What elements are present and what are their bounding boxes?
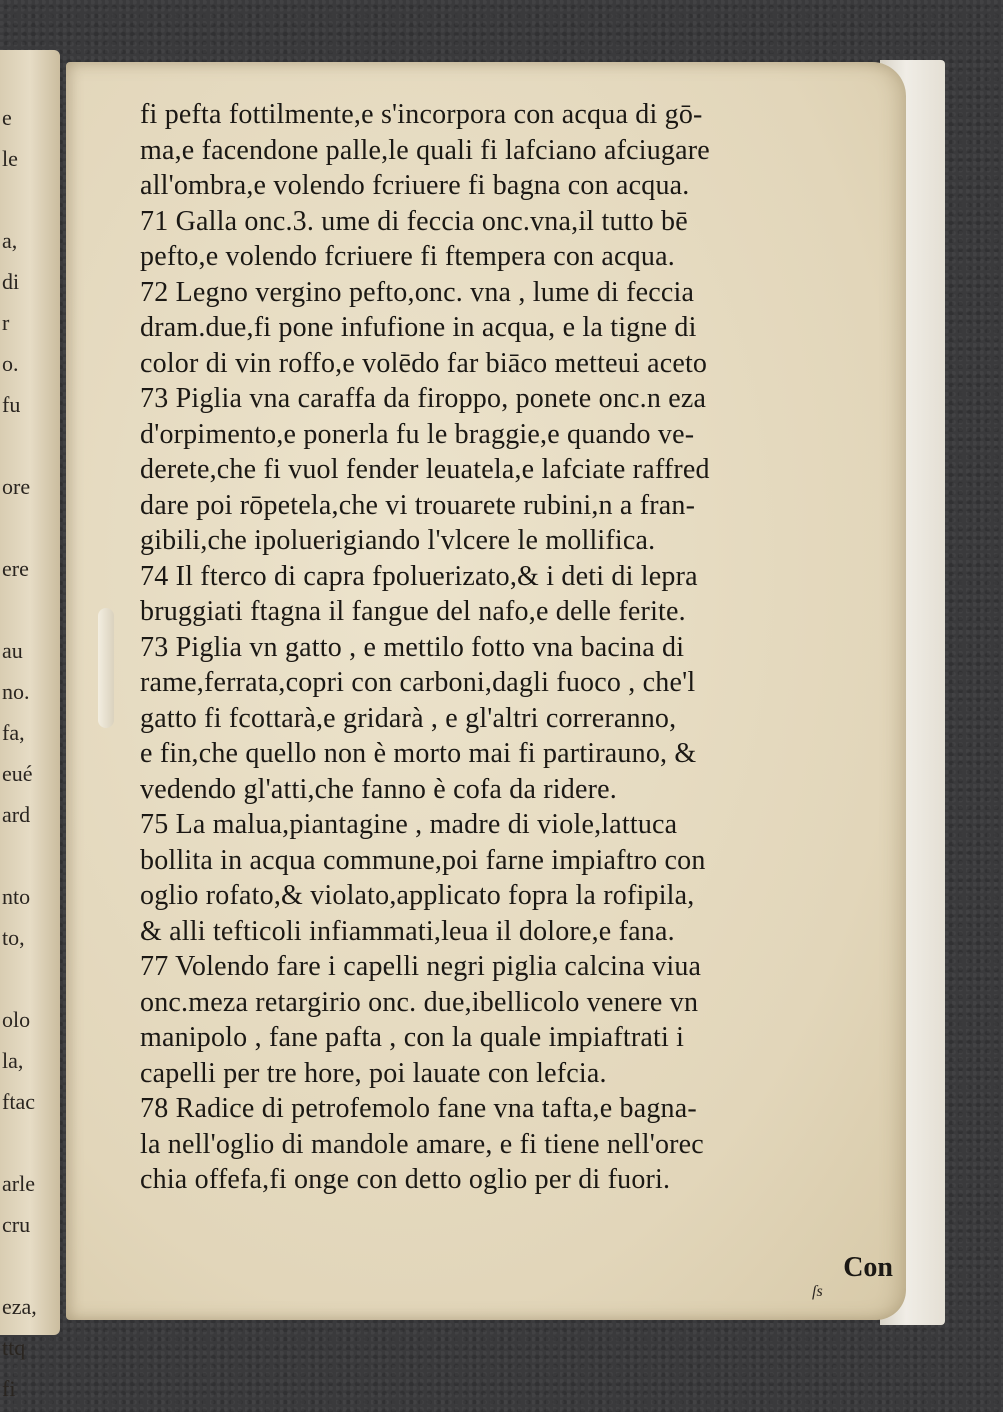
text-line: & alli tefticoli infiammati,leua il dolore,e fana. [140,915,675,947]
text-line: capelli per tre hore, poi lauate con lefcia. [140,1057,607,1089]
text-line: 77 Volendo fare i capelli negri piglia calcina viua [140,951,702,982]
text-line: 74 Il fterco di capra fpoluerizato,& i deti di lepra [140,560,698,592]
left-fragment: la, [2,1048,24,1073]
page-text [140,97,830,1198]
left-fragment: ore [2,474,31,499]
left-fragment: fi [2,1376,16,1401]
text-line: d'orpimento,e ponerla fu le braggie,e quando ve- [140,418,695,450]
catchword: Con [843,1252,893,1283]
left-fragment [0,1248,44,1289]
left-fragment: o. [2,351,19,376]
binding-thread [98,608,114,728]
text-line: manipolo , fane pafta , con la quale impiaftrati i [140,1022,685,1053]
left-fragment: e [2,105,12,130]
left-fragment: cru [2,1212,31,1237]
left-page-fragments [0,100,44,1401]
text-line: bruggiati ftagna il fangue del nafo,e delle ferite. [140,596,686,627]
text-line: 78 Radice di petrofemolo fane vna tafta,e bagna- [140,1093,697,1124]
left-fragment: to, [2,925,25,950]
text-line: 75 La malua,piantagine , madre di viole,lattuca [140,809,678,840]
left-fragment: ttq [2,1335,26,1360]
text-line: dram.due,fi pone infufione in acqua, e la tigne di [140,312,697,343]
text-line: pefto,e volendo fcriuere fi ftempera con acqua. [140,241,675,272]
left-fragment [0,510,44,551]
text-line: derete,che fi vuol fender leuatela,e lafciate raffred [140,454,710,485]
left-fragment: di [2,269,20,294]
signature-mark: ſs [812,1283,823,1300]
text-line: ma,e facendone palle,le quali fi lafciano afciugare [140,134,710,166]
text-line: color di vin roffo,e volēdo far biāco metteui aceto [140,347,708,379]
left-fragment [0,961,44,1002]
text-line: la nell'oglio di mandole amare, e fi tiene nell'orec [140,1128,704,1160]
left-fragment: au [2,638,23,663]
text-line: chia offefa,fi onge con detto oglio per di fuori. [140,1164,671,1195]
text-line: gibili,che ipoluerigiando l'vlcere le mollifica. [140,525,656,556]
text-line: 72 Legno vergino pefto,onc. vna , lume di feccia [140,276,695,308]
left-fragment [0,592,44,633]
left-fragment [0,182,44,223]
text-line: gatto fi fcottarà,e gridarà , e gl'altri correranno, [140,702,677,734]
text-line: dare poi rōpetela,che vi trouarete rubini,n a fran- [140,489,696,521]
text-line: 73 Piglia vna caraffa da firoppo, ponete onc.n eza [140,383,707,414]
text-line: e fin,che quello non è morto mai fi partirauno, & [140,738,697,769]
left-fragment: arle [2,1171,35,1196]
left-fragment: olo [2,1007,31,1032]
left-fragment: r [2,310,10,335]
text-line: oglio rofato,& violato,applicato fopra la rofipila, [140,880,695,911]
left-fragment [0,1125,44,1166]
left-fragment: no. [2,679,30,704]
left-fragment: a, [2,228,18,253]
text-line: fi pefta fottilmente,e s'incorpora con acqua di gō- [140,99,703,130]
left-fragment: le [2,146,18,171]
left-fragment: ere [2,556,29,581]
left-fragment [0,428,44,469]
left-fragment: eza, [2,1294,37,1319]
left-fragment: eué [2,761,33,786]
text-line: bollita in acqua commune,poi farne impiaftro con [140,844,706,876]
text-line: onc.meza retargirio onc. due,ibellicolo venere vn [140,986,699,1018]
text-line: 73 Piglia vn gatto , e mettilo fotto vna bacina di [140,631,685,663]
text-line: 71 Galla onc.3. ume di feccia onc.vna,il tutto bē [140,205,688,237]
text-line: all'ombra,e volendo fcriuere fi bagna con acqua. [140,170,690,201]
left-fragment: nto [2,884,31,909]
left-fragment: ftac [2,1089,35,1114]
left-fragment: fa, [2,720,25,745]
left-fragment: ard [2,802,31,827]
text-line: rame,ferrata,copri con carboni,dagli fuoco , che'l [140,667,696,698]
left-fragment [0,838,44,879]
text-line: vedendo gl'atti,che fanno è cofa da ridere. [140,773,617,805]
left-fragment: fu [2,392,21,417]
